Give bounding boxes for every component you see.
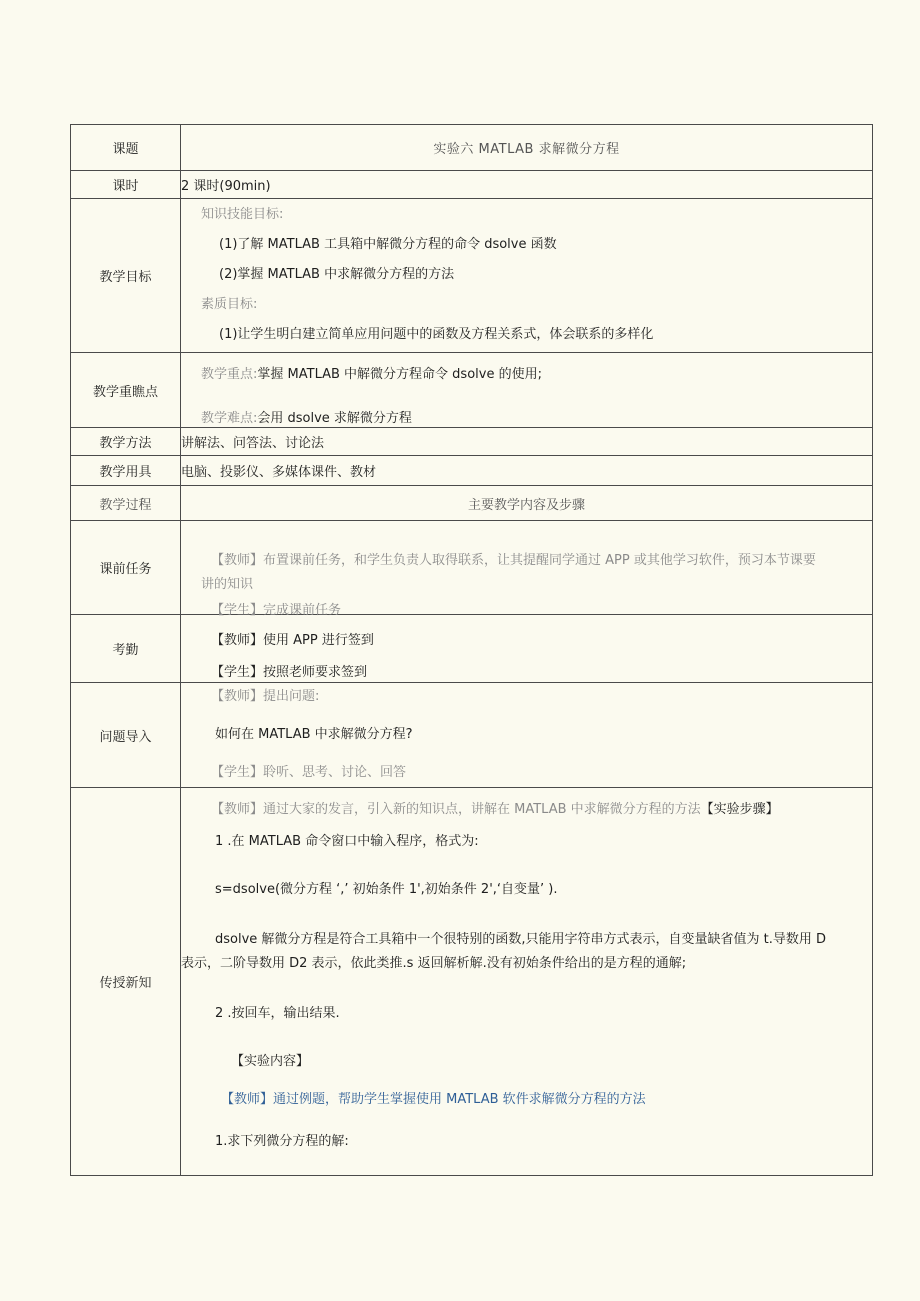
- teacher-tag: 【教师】: [211, 633, 264, 648]
- hours-value: 2 课时(90min): [181, 171, 873, 199]
- new-teacher-intro: [211, 798, 779, 817]
- steps-tag: 【实验步骤】: [700, 802, 779, 817]
- pre-task-teacher-cont: 讲的知识: [201, 577, 254, 592]
- pre-task-label: 课前任务: [71, 521, 181, 615]
- step-2: 2 .按回车，输出结果.: [215, 1006, 340, 1021]
- attendance-teacher: [211, 629, 374, 648]
- key-point: [201, 363, 542, 382]
- step-1: 1 .在 MATLAB 命令窗口中输入程序，格式为:: [215, 834, 479, 849]
- attendance-label: 考勤: [71, 615, 181, 683]
- pre-task-row: [71, 521, 873, 615]
- hard-point-tag: 教学难点:: [201, 411, 258, 426]
- lesson-plan-table: [70, 124, 873, 1176]
- page-title: 实验六 MATLAB 求解微分方程: [181, 125, 873, 171]
- attendance-student: [211, 661, 367, 680]
- knowledge-heading: 知识技能目标:: [201, 207, 284, 222]
- tools-label: 教学用具: [71, 456, 181, 486]
- attendance-row: [71, 615, 873, 683]
- explain-line-2: 表示，二阶导数用 D2 表示，依此类推.s 返回解析解.没有初始条件给出的是方程的通解;: [181, 956, 687, 971]
- quality-heading: 素质目标:: [201, 297, 258, 312]
- goals-label: 教学目标: [71, 199, 181, 353]
- new-knowledge-label: 传授新知: [71, 788, 181, 1176]
- keypoints-row: [71, 353, 873, 428]
- keypoints-label: 教学重瞧点: [71, 353, 181, 428]
- goals-row: [71, 199, 873, 353]
- quality-item: (1)让学生明白建立简单应用问题中的函数及方程关系式，体会联系的多样化: [219, 327, 654, 342]
- content-tag: 【实验内容】: [231, 1054, 310, 1069]
- hard-point: [201, 407, 412, 426]
- hours-row: [71, 171, 873, 199]
- attendance-teacher-text: 使用 APP 进行签到: [263, 633, 374, 648]
- pre-task-teacher: 【教师】布置课前任务，和学生负责人取得联系，让其提醒同学通过 APP 或其他学习软件，预习本节课要: [211, 553, 816, 568]
- topic-row: [71, 125, 873, 171]
- tools-value: 电脑、投影仪、多媒体课件、教材: [181, 456, 873, 486]
- new-knowledge-row: [71, 788, 873, 1176]
- attendance-student-text: 按照老师要求签到: [263, 665, 368, 680]
- topic-label: 课题: [71, 125, 181, 171]
- process-header-row: [71, 486, 873, 521]
- intro-row: [71, 683, 873, 788]
- hours-label: 课时: [71, 171, 181, 199]
- knowledge-item: (2)掌握 MATLAB 中求解微分方程的方法: [219, 267, 455, 282]
- intro-label: 问题导入: [71, 683, 181, 788]
- exercise-line: 1.求下列微分方程的解:: [215, 1134, 349, 1149]
- method-label: 教学方法: [71, 428, 181, 456]
- key-point-text: 掌握 MATLAB 中解微分方程命令 dsolve 的使用;: [257, 367, 542, 382]
- tools-row: [71, 456, 873, 486]
- knowledge-item: (1)了解 MATLAB 工具箱中解微分方程的命令 dsolve 函数: [219, 237, 557, 252]
- pre-task-student: 【学生】完成课前任务: [211, 603, 342, 618]
- method-row: [71, 428, 873, 456]
- explain-line-1: dsolve 解微分方程是符合工具箱中一个很特别的函数,只能用字符串方式表示，自变量缺省值为 t.导数用 D: [215, 932, 827, 947]
- intro-teacher: 【教师】提出问题:: [211, 689, 320, 704]
- process-header-left: 教学过程: [71, 486, 181, 521]
- syntax-line: s=dsolve(微分方程 ‘,’ 初始条件 1',初始条件 2',‘自变量’ ).: [215, 882, 558, 897]
- new-teacher-intro-text: 【教师】通过大家的发言，引入新的知识点，讲解在 MATLAB 中求解微分方程的方法: [211, 802, 701, 817]
- teacher-example: 【教师】通过例题，帮助学生掌握使用 MATLAB 软件求解微分方程的方法: [221, 1092, 646, 1107]
- hard-point-text: 会用 dsolve 求解微分方程: [257, 411, 412, 426]
- student-tag: 【学生】: [211, 665, 264, 680]
- intro-question: 如何在 MATLAB 中求解微分方程?: [215, 727, 413, 742]
- process-header-right: 主要教学内容及步骤: [181, 486, 873, 521]
- method-value: 讲解法、问答法、讨论法: [181, 428, 873, 456]
- key-point-tag: 教学重点:: [201, 367, 258, 382]
- intro-student: 【学生】聆听、思考、讨论、回答: [211, 765, 407, 780]
